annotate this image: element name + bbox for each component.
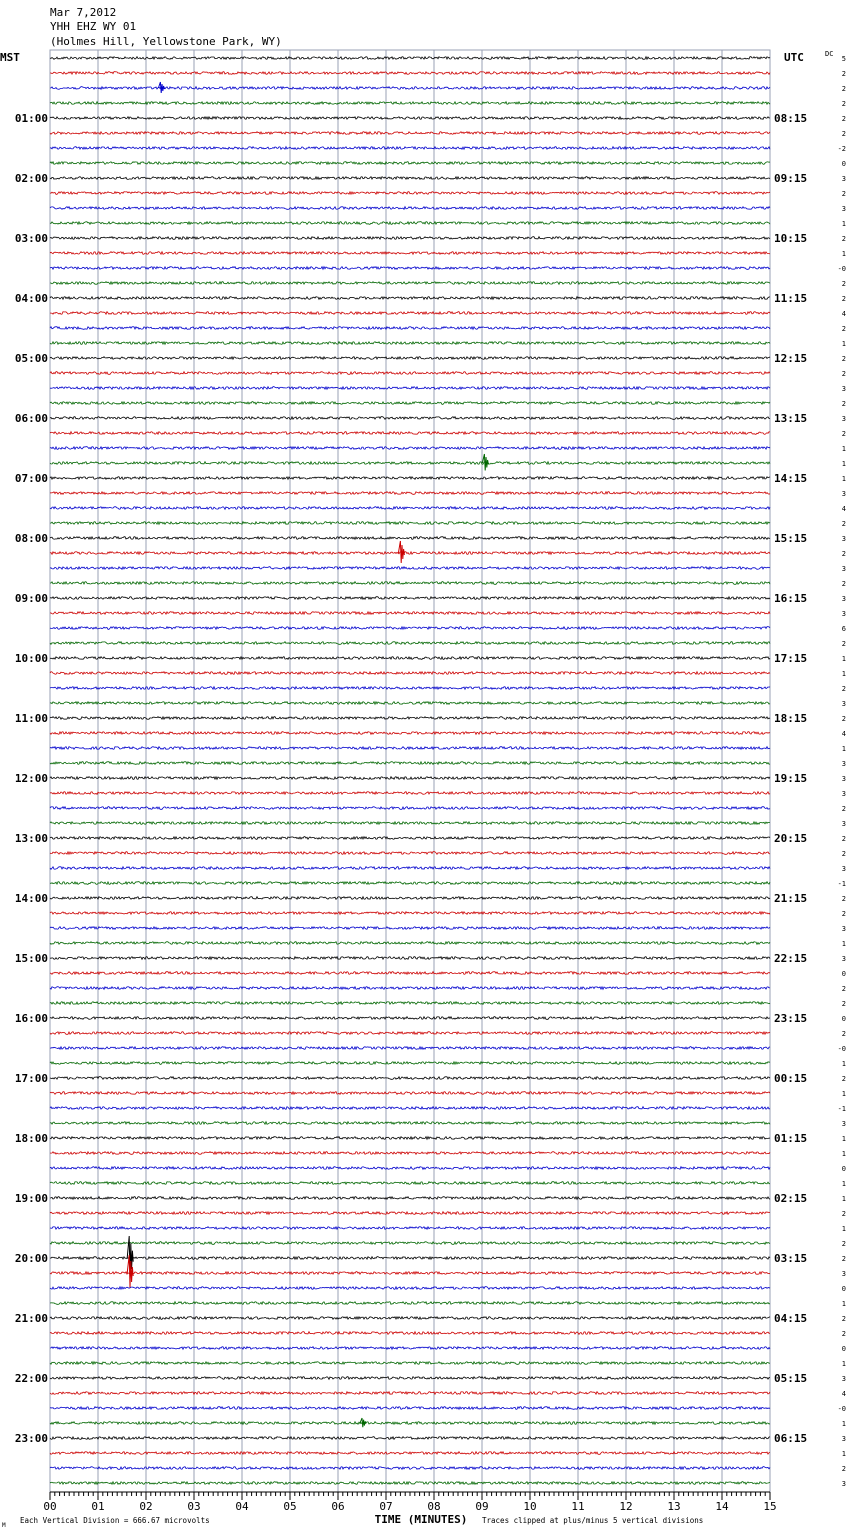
header-date: Mar 7,2012	[50, 6, 117, 19]
dc-offset-42: 2	[841, 685, 846, 693]
trace-row-57	[50, 912, 770, 915]
dc-offset-52: 2	[841, 835, 846, 843]
trace-row-44	[50, 717, 770, 720]
dc-offset-93: 1	[841, 1450, 846, 1458]
left-hour-label-22: 22:00	[14, 1372, 48, 1385]
dc-offset-43: 3	[841, 700, 846, 708]
right-hour-label-19: 02:15	[774, 1192, 808, 1205]
trace-row-26	[50, 447, 770, 450]
right-hour-label-6: 13:15	[774, 412, 808, 425]
dc-offset-63: 2	[841, 1000, 846, 1008]
left-hour-label-3: 03:00	[14, 232, 48, 245]
dc-offset-31: 2	[841, 520, 846, 528]
right-hour-label-18: 01:15	[774, 1132, 808, 1145]
trace-row-80	[50, 1257, 770, 1260]
x-axis-title: TIME (MINUTES)	[374, 1513, 468, 1526]
dc-offset-40: 1	[841, 655, 846, 663]
left-hour-label-16: 16:00	[14, 1012, 48, 1025]
right-hour-label-2: 09:15	[774, 172, 808, 185]
dc-offset-55: -1	[837, 880, 846, 888]
dc-offset-79: 2	[841, 1240, 846, 1248]
dc-offset-62: 2	[841, 985, 846, 993]
trace-row-1	[50, 72, 770, 75]
dc-offset-labels	[838, 55, 846, 1488]
header-location: (Holmes Hill, Yellowstone Park, WY)	[50, 35, 282, 48]
trace-row-77	[50, 1212, 770, 1215]
dc-offset-23: 2	[841, 400, 846, 408]
dc-offset-48: 3	[841, 775, 846, 783]
dc-offset-28: 1	[841, 475, 846, 483]
trace-row-85	[50, 1332, 770, 1335]
x-tick-label-02: 02	[139, 1500, 153, 1513]
dc-offset-32: 3	[841, 535, 846, 543]
left-hour-label-18: 18:00	[14, 1132, 48, 1145]
dc-offset-29: 3	[841, 490, 846, 498]
left-hour-label-14: 14:00	[14, 892, 48, 905]
right-hour-label-8: 15:15	[774, 532, 808, 545]
dc-offset-14: -0	[837, 265, 846, 273]
trace-row-83	[50, 1302, 770, 1305]
dc-offset-82: 0	[841, 1285, 846, 1293]
left-hour-label-10: 10:00	[14, 652, 48, 665]
right-hour-label-16: 23:15	[774, 1012, 808, 1025]
x-tick-label-13: 13	[667, 1500, 681, 1513]
trace-row-76	[50, 1197, 770, 1200]
trace-row-95	[50, 1482, 770, 1485]
dc-offset-9: 2	[841, 190, 846, 198]
x-axis	[43, 1492, 776, 1513]
right-hour-label-21: 04:15	[774, 1312, 808, 1325]
dc-offset-87: 1	[841, 1360, 846, 1368]
trace-row-15	[50, 282, 770, 285]
traces	[50, 57, 770, 1485]
dc-offset-7: 0	[841, 160, 846, 168]
dc-offset-81: 3	[841, 1270, 846, 1278]
left-hour-label-8: 08:00	[14, 532, 48, 545]
x-tick-label-15: 15	[763, 1500, 777, 1513]
dc-offset-49: 3	[841, 790, 846, 798]
x-tick-label-09: 09	[475, 1500, 489, 1513]
trace-row-61	[50, 972, 770, 975]
right-hour-label-1: 08:15	[774, 112, 808, 125]
right-hour-label-14: 21:15	[774, 892, 808, 905]
trace-row-42	[50, 687, 770, 690]
dc-offset-20: 2	[841, 355, 846, 363]
dc-offset-30: 4	[841, 505, 846, 513]
x-tick-label-03: 03	[187, 1500, 201, 1513]
trace-row-13	[50, 252, 770, 255]
trace-row-50	[50, 807, 770, 810]
dc-offset-3: 2	[841, 100, 846, 108]
trace-row-8	[50, 177, 770, 180]
trace-row-53	[50, 852, 770, 855]
dc-offset-19: 1	[841, 340, 846, 348]
dc-offset-44: 2	[841, 715, 846, 723]
trace-row-79	[50, 1242, 770, 1245]
dc-offset-26: 1	[841, 445, 846, 453]
dc-offset-71: 3	[841, 1120, 846, 1128]
left-hour-label-12: 12:00	[14, 772, 48, 785]
dc-offset-37: 3	[841, 610, 846, 618]
x-tick-label-00: 00	[43, 1500, 57, 1513]
right-hour-label-7: 14:15	[774, 472, 808, 485]
dc-offset-22: 3	[841, 385, 846, 393]
dc-offset-95: 3	[841, 1480, 846, 1488]
dc-offset-27: 1	[841, 460, 846, 468]
trace-row-88	[50, 1377, 770, 1380]
grid	[50, 50, 770, 1492]
right-hour-label-9: 16:15	[774, 592, 808, 605]
right-hour-label-12: 19:15	[774, 772, 808, 785]
x-tick-label-08: 08	[427, 1500, 441, 1513]
trace-row-74	[50, 1167, 770, 1170]
dc-offset-53: 2	[841, 850, 846, 858]
trace-row-86	[50, 1347, 770, 1350]
trace-row-7	[50, 162, 770, 165]
right-hour-label-3: 10:15	[774, 232, 808, 245]
left-hour-label-11: 11:00	[14, 712, 48, 725]
trace-row-16	[50, 297, 770, 300]
trace-row-60	[50, 957, 770, 960]
trace-row-52	[50, 837, 770, 840]
left-hour-label-23: 23:00	[14, 1432, 48, 1445]
right-hour-label-15: 22:15	[774, 952, 808, 965]
trace-row-31	[50, 522, 770, 525]
dc-offset-64: 0	[841, 1015, 846, 1023]
trace-row-70	[50, 1107, 770, 1110]
left-hour-label-6: 06:00	[14, 412, 48, 425]
plot-frame	[50, 50, 770, 1492]
dc-offset-15: 2	[841, 280, 846, 288]
dc-offset-35: 2	[841, 580, 846, 588]
trace-row-17	[50, 312, 770, 315]
dc-offset-5: 2	[841, 130, 846, 138]
left-hour-label-20: 20:00	[14, 1252, 48, 1265]
dc-offset-86: 0	[841, 1345, 846, 1353]
trace-row-14	[50, 267, 770, 270]
trace-row-24	[50, 417, 770, 420]
left-hour-label-4: 04:00	[14, 292, 48, 305]
x-tick-label-04: 04	[235, 1500, 249, 1513]
dc-offset-57: 2	[841, 910, 846, 918]
right-hour-labels	[774, 112, 807, 1445]
dc-offset-50: 2	[841, 805, 846, 813]
dc-offset-76: 1	[841, 1195, 846, 1203]
left-axis-label: MST	[0, 51, 20, 64]
trace-row-23	[50, 402, 770, 405]
right-hour-label-17: 00:15	[774, 1072, 808, 1085]
dc-offset-8: 3	[841, 175, 846, 183]
left-hour-label-21: 21:00	[14, 1312, 48, 1325]
trace-row-18	[50, 327, 770, 330]
dc-offset-89: 4	[841, 1390, 846, 1398]
trace-row-69	[50, 1092, 770, 1095]
dc-offset-0: 5	[841, 55, 846, 63]
trace-row-3	[50, 102, 770, 105]
trace-row-29	[50, 492, 770, 495]
event-row-33-0	[398, 541, 404, 563]
dc-offset-21: 2	[841, 370, 846, 378]
trace-row-32	[50, 537, 770, 540]
trace-row-51	[50, 822, 770, 825]
dc-offset-38: 6	[841, 625, 846, 633]
x-tick-label-05: 05	[283, 1500, 297, 1513]
trace-row-84	[50, 1317, 770, 1320]
trace-row-78	[50, 1227, 770, 1230]
dc-offset-77: 2	[841, 1210, 846, 1218]
trace-row-90	[50, 1407, 770, 1410]
trace-row-5	[50, 132, 770, 135]
x-tick-label-12: 12	[619, 1500, 633, 1513]
dc-offset-78: 1	[841, 1225, 846, 1233]
dc-offset-47: 3	[841, 760, 846, 768]
trace-row-58	[50, 927, 770, 930]
dc-offset-67: 1	[841, 1060, 846, 1068]
dc-offset-36: 3	[841, 595, 846, 603]
right-hour-label-13: 20:15	[774, 832, 808, 845]
dc-offset-46: 1	[841, 745, 846, 753]
left-hour-labels	[15, 112, 48, 1445]
dc-offset-73: 1	[841, 1150, 846, 1158]
dc-label: DC	[825, 50, 834, 58]
dc-offset-33: 2	[841, 550, 846, 558]
trace-row-89	[50, 1392, 770, 1395]
trace-row-40	[50, 657, 770, 660]
dc-offset-25: 2	[841, 430, 846, 438]
trace-row-75	[50, 1182, 770, 1185]
x-tick-label-07: 07	[379, 1500, 393, 1513]
trace-row-2	[50, 87, 770, 90]
x-tick-label-14: 14	[715, 1500, 729, 1513]
trace-row-11	[50, 222, 770, 225]
trace-row-30	[50, 507, 770, 510]
dc-offset-6: -2	[837, 145, 846, 153]
left-hour-label-19: 19:00	[14, 1192, 48, 1205]
dc-offset-34: 3	[841, 565, 846, 573]
x-tick-label-10: 10	[523, 1500, 537, 1513]
trace-row-87	[50, 1362, 770, 1365]
trace-row-49	[50, 792, 770, 795]
trace-row-10	[50, 207, 770, 210]
trace-row-56	[50, 897, 770, 900]
dc-offset-51: 3	[841, 820, 846, 828]
trace-row-62	[50, 987, 770, 990]
dc-offset-94: 2	[841, 1465, 846, 1473]
trace-row-0	[50, 57, 770, 60]
trace-row-68	[50, 1077, 770, 1080]
trace-row-66	[50, 1047, 770, 1050]
trace-row-6	[50, 147, 770, 150]
dc-offset-60: 3	[841, 955, 846, 963]
dc-offset-41: 1	[841, 670, 846, 678]
trace-row-33	[50, 552, 770, 555]
left-hour-label-17: 17:00	[14, 1072, 48, 1085]
dc-offset-13: 1	[841, 250, 846, 258]
dc-offset-66: -0	[837, 1045, 846, 1053]
left-hour-label-15: 15:00	[14, 952, 48, 965]
trace-row-28	[50, 477, 770, 480]
dc-offset-39: 2	[841, 640, 846, 648]
dc-offset-59: 1	[841, 940, 846, 948]
dc-offset-83: 1	[841, 1300, 846, 1308]
right-hour-label-23: 06:15	[774, 1432, 808, 1445]
trace-row-25	[50, 432, 770, 435]
trace-row-35	[50, 582, 770, 585]
trace-row-55	[50, 882, 770, 885]
right-hour-label-20: 03:15	[774, 1252, 808, 1265]
dc-offset-1: 2	[841, 70, 846, 78]
dc-offset-75: 1	[841, 1180, 846, 1188]
left-hour-label-5: 05:00	[14, 352, 48, 365]
header-station: YHH EHZ WY 01	[50, 20, 137, 33]
trace-row-65	[50, 1032, 770, 1035]
right-hour-label-5: 12:15	[774, 352, 808, 365]
dc-offset-92: 3	[841, 1435, 846, 1443]
dc-offset-4: 2	[841, 115, 846, 123]
dc-offset-69: 1	[841, 1090, 846, 1098]
trace-row-46	[50, 747, 770, 750]
trace-row-45	[50, 732, 770, 735]
left-hour-label-9: 09:00	[14, 592, 48, 605]
event-row-27-0	[482, 454, 488, 471]
footer-scale-note: Each Vertical Division = 666.67 microvolts	[20, 1516, 210, 1525]
trace-row-71	[50, 1122, 770, 1125]
dc-offset-91: 1	[841, 1420, 846, 1428]
dc-offset-10: 3	[841, 205, 846, 213]
dc-offset-45: 4	[841, 730, 846, 738]
trace-row-39	[50, 642, 770, 645]
trace-row-59	[50, 942, 770, 945]
trace-row-48	[50, 777, 770, 780]
footer-corner-mark: M	[2, 1522, 6, 1529]
x-tick-label-01: 01	[91, 1500, 105, 1513]
dc-offset-74: 0	[841, 1165, 846, 1173]
trace-row-82	[50, 1287, 770, 1290]
trace-row-9	[50, 192, 770, 195]
trace-row-92	[50, 1437, 770, 1440]
dc-offset-68: 2	[841, 1075, 846, 1083]
x-tick-label-11: 11	[571, 1500, 585, 1513]
trace-row-27	[50, 462, 770, 465]
trace-row-34	[50, 567, 770, 570]
dc-offset-70: -1	[837, 1105, 846, 1113]
dc-offset-61: 0	[841, 970, 846, 978]
trace-row-22	[50, 387, 770, 390]
dc-offset-90: -0	[837, 1405, 846, 1413]
trace-row-72	[50, 1137, 770, 1140]
left-hour-label-2: 02:00	[14, 172, 48, 185]
trace-row-19	[50, 342, 770, 345]
dc-offset-80: 2	[841, 1255, 846, 1263]
dc-offset-65: 2	[841, 1030, 846, 1038]
trace-row-38	[50, 627, 770, 630]
trace-row-37	[50, 612, 770, 615]
dc-offset-11: 1	[841, 220, 846, 228]
left-hour-label-1: 01:00	[14, 112, 48, 125]
trace-row-43	[50, 702, 770, 705]
dc-offset-24: 3	[841, 415, 846, 423]
trace-row-20	[50, 357, 770, 360]
right-hour-label-4: 11:15	[774, 292, 808, 305]
trace-row-47	[50, 762, 770, 765]
left-hour-label-7: 07:00	[14, 472, 48, 485]
trace-row-81	[50, 1272, 770, 1275]
dc-offset-17: 4	[841, 310, 846, 318]
trace-row-73	[50, 1152, 770, 1155]
trace-row-91	[50, 1422, 770, 1425]
trace-row-64	[50, 1017, 770, 1020]
trace-row-41	[50, 672, 770, 675]
left-hour-label-13: 13:00	[14, 832, 48, 845]
x-tick-label-06: 06	[331, 1500, 345, 1513]
dc-offset-2: 2	[841, 85, 846, 93]
dc-offset-56: 2	[841, 895, 846, 903]
trace-row-93	[50, 1452, 770, 1455]
trace-row-21	[50, 372, 770, 375]
trace-row-4	[50, 117, 770, 120]
dc-offset-16: 2	[841, 295, 846, 303]
right-hour-label-10: 17:15	[774, 652, 808, 665]
footer-clip-note: Traces clipped at plus/minus 5 vertical divisions	[482, 1516, 704, 1525]
trace-row-94	[50, 1467, 770, 1470]
trace-row-67	[50, 1062, 770, 1065]
dc-offset-88: 3	[841, 1375, 846, 1383]
dc-offset-58: 3	[841, 925, 846, 933]
right-axis-label: UTC	[784, 51, 804, 64]
right-hour-label-11: 18:15	[774, 712, 808, 725]
trace-row-36	[50, 597, 770, 600]
dc-offset-84: 2	[841, 1315, 846, 1323]
dc-offset-12: 2	[841, 235, 846, 243]
right-hour-label-22: 05:15	[774, 1372, 808, 1385]
trace-row-63	[50, 1002, 770, 1005]
dc-offset-72: 1	[841, 1135, 846, 1143]
dc-offset-18: 2	[841, 325, 846, 333]
dc-offset-85: 2	[841, 1330, 846, 1338]
dc-offset-54: 3	[841, 865, 846, 873]
trace-row-12	[50, 237, 770, 240]
trace-row-54	[50, 867, 770, 870]
